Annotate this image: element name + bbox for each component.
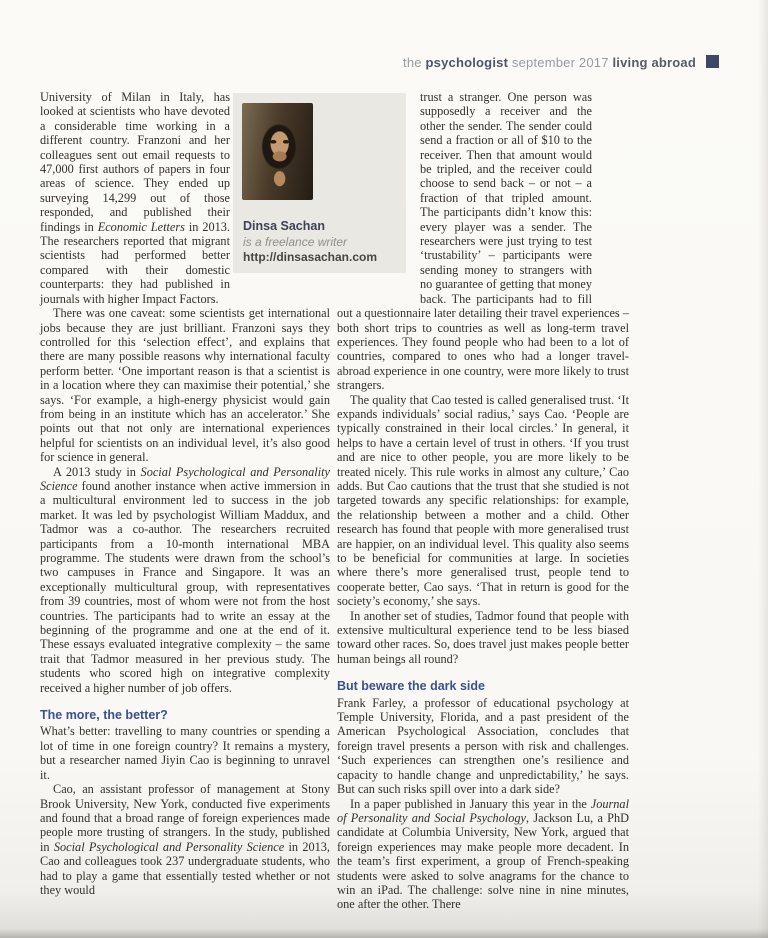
section-heading xyxy=(337,679,629,693)
body-paragraph xyxy=(40,724,330,782)
photo-wrap-spacer-right xyxy=(592,90,629,304)
text-run: , Jackson Lu, a PhD candidate at Columbia University, New York, argued that foreign experiences may make people more decadent. In the team’s first experiment, a group of French-speaking students were asked to solve anagrams for the chance to win an iPad. The challenge: solve nine in nine minutes, one after the other. There xyxy=(337,810,629,912)
section-title: living abroad xyxy=(612,55,696,70)
article-left-column xyxy=(40,90,330,897)
text-run: In a paper published in January this year in the xyxy=(350,796,591,811)
header-prefix: the xyxy=(403,55,426,70)
text-run: But beware the dark side xyxy=(337,679,485,694)
body-paragraph xyxy=(337,393,629,609)
header-issue-date: september 2017 xyxy=(508,55,613,70)
italic-text-run: Social Psychological and Personality Science xyxy=(40,464,330,493)
section-heading xyxy=(40,708,330,722)
italic-text-run: Social Psychological and Personality Science xyxy=(53,839,285,854)
text-run: Frank Farley, a professor of educational psychology at Temple University, Florida, and a past president of the American Psychological Association, concludes that foreign travel presents a person with risk and challenges. ‘Such experiences can strengthen one’s resilience and capacity to handle change and unpredictability,’ he says. But can such risks spill over into a dark side? xyxy=(337,695,629,797)
author-name: Dinsa Sachan xyxy=(243,219,325,233)
text-run: There was one caveat: some scientists get international jobs because they are just brilliant. Franzoni says they controlled for this ‘selection effect’, and explains that there are many possible reasons why international faculty perform better. ‘One important reason is that a scientist is in a location where they can maximise their potential,’ she says. ‘For example, a high-energy physicist would gain from being in an institute which has an accelerator.’ She points out that not only are international experiences helpful for scientists on an individual level, it’s also good for science in general. xyxy=(40,306,330,465)
text-run: trust a stranger. One person was supposedly a receiver and the other the sender. The sender could send a fraction or all of $10 to the receiver. Then that amount would be tripled, and the receiver could choose to send back – or not – a fraction of that tripled amount. The participants didn’t know this: every player was a sender. The researchers were just trying to test ‘trustability’ – participants were sending money to strangers with no guarantee of getting that money back. The participants had to fill out a questionnaire later detailing their travel experiences – both short trips to countries as well as long-term travel experiences. They found people who had been to a lot of countries, compared to ones who had a longer travel-abroad experience in one country, were more likely to trust strangers. xyxy=(337,90,629,393)
text-run: A 2013 study in xyxy=(53,464,141,479)
body-paragraph xyxy=(337,797,629,912)
text-run: in 2013, Cao and colleagues took 237 undergraduate students, who had to play a game that essentially tested whether or not they would xyxy=(40,839,330,897)
body-paragraph xyxy=(40,782,330,897)
text-run: The more, the better? xyxy=(40,708,168,723)
text-run: Cao, an assistant professor of management at Stony Brook University, New York, conducted five experiments and found that a broad range of foreign experiences made people more trusting of strangers. In the study, published in xyxy=(40,782,330,854)
body-paragraph xyxy=(337,696,629,797)
scan-edge-bottom xyxy=(0,929,768,938)
photo-wrap-spacer-left xyxy=(337,90,420,304)
body-paragraph xyxy=(40,306,330,464)
text-run: University of Milan in Italy, has looked at scientists who have devoted a considerable time working in a different country. Franzoni and her colleagues sent out email requests to 47,000 first authors of papers in four areas of science. They ended up surveying 14,299 out of those responded, and published their findings in xyxy=(40,90,230,234)
text-run: in 2013. The researchers reported that migrant scientists had performed better compared with their domestic counterparts: they had published in journals with higher Impact Factors. xyxy=(40,219,231,306)
author-website-url: http://dinsasachan.com xyxy=(243,250,378,264)
author-role: is a freelance writer xyxy=(243,235,348,249)
italic-text-run: Journal of Personality and Social Psychology xyxy=(337,796,629,825)
text-run: The quality that Cao tested is called generalised trust. ‘It expands individuals’ social radius,’ says Cao. ‘People are typically constrained in their local circles.’ In general, it helps to have a certain level of trust in others. ‘If you trust and are nice to other people, you are more likely to be treated nicely. This rule works in almost any culture,’ Cao adds. But Cao cautions that the trust that she studied is not targeted towards any specific relationships: for example, the relationship between a mother and a child. Other research has found that people with more generalised trust are happier, on an individual level. This quality also seems to be beneficial for communities at large. In societies where there’s more generalised trust, people tend to cooperate better, Cao says. ‘That in return is good for the society’s economy,’ she says. xyxy=(337,392,629,609)
scan-edge-right xyxy=(758,0,768,938)
corner-marker-square xyxy=(706,55,719,68)
article-right-column xyxy=(337,90,629,912)
text-run: found another instance when active immersion in a multicultural environment led to success in the job market. It was led by psychologist William Maddux, and Tadmor was a co-author. The researchers recruited participants from a 10-month international MBA programme. The students were drawn from the school’s two campuses in France and Singapore. It was an exceptionally multicultural group, with representatives from 39 countries, most of whom were not from the host countries. The participants had to write an essay at the beginning of the programme and one at the end of it. These essays evaluated integrative complexity – the same trait that Tadmor measured in her previous study. The students who scored high on integrative complexity received a higher number of job offers. xyxy=(40,478,330,695)
text-run: What’s better: travelling to many countries or spending a lot of time in one foreign country? It remains a mystery, but a researcher named Jiyin Cao is beginning to unravel it. xyxy=(40,724,330,782)
italic-text-run: Economic Letters xyxy=(97,219,185,234)
body-paragraph xyxy=(40,465,330,696)
page-header xyxy=(0,55,719,70)
body-paragraph xyxy=(40,90,230,306)
text-run: In another set of studies, Tadmor found that people with extensive multicultural experience tend to be less biased toward other races. So, does travel just makes people better human beings all round? xyxy=(337,608,629,666)
magazine-title: psychologist xyxy=(425,55,509,70)
body-paragraph xyxy=(337,609,629,667)
